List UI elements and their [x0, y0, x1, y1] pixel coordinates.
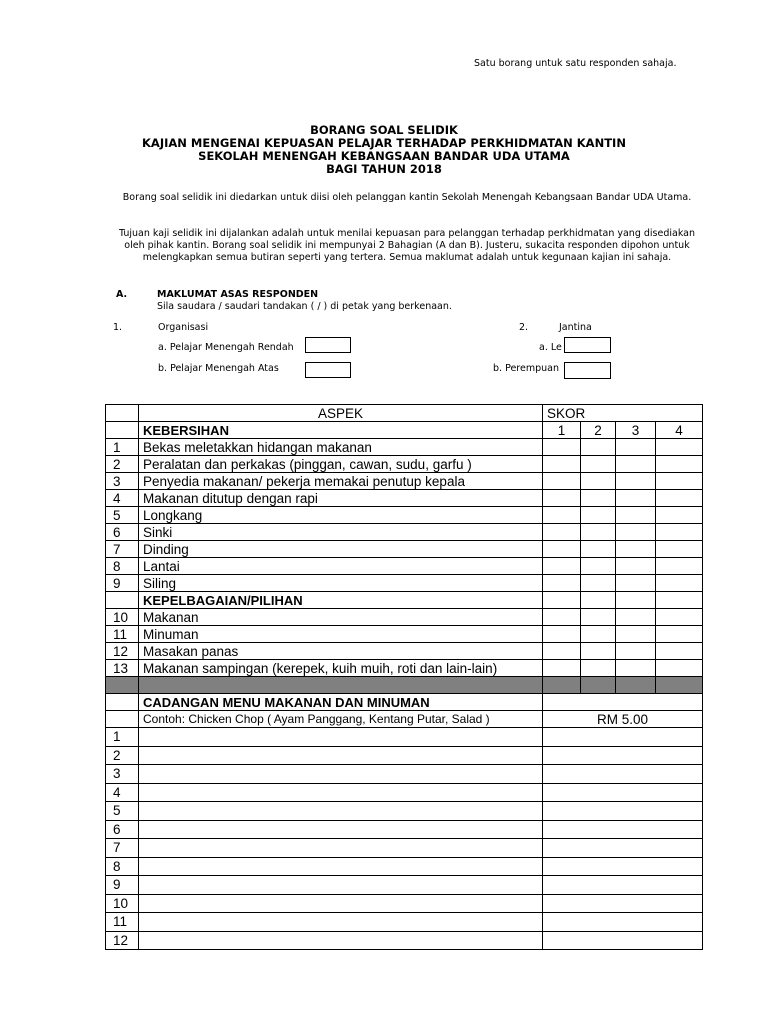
table-row	[106, 422, 703, 439]
row-number: 3	[106, 473, 139, 490]
kebersihan-4-score-2-cell[interactable]	[581, 490, 616, 507]
row-aspect: Longkang	[139, 507, 543, 524]
table-row	[106, 857, 703, 876]
table-row	[106, 507, 703, 524]
row-number: 5	[106, 507, 139, 524]
kebersihan-2-score-1-cell[interactable]	[543, 456, 581, 473]
kebersihan-4-score-3-cell[interactable]	[616, 490, 656, 507]
table-row	[106, 592, 703, 609]
row-number: 11	[106, 626, 139, 643]
table-row	[106, 783, 703, 802]
table-row	[106, 405, 703, 422]
section-no-cell	[106, 592, 139, 609]
kebersihan-6-score-3-cell[interactable]	[616, 524, 656, 541]
kepelbagaian-10-score-3-cell[interactable]	[616, 609, 656, 626]
q2-option-b-checkbox[interactable]	[564, 362, 611, 379]
q2-label: Jantina	[559, 322, 592, 333]
suggestion-price-input[interactable]	[543, 820, 703, 839]
kebersihan-9-score-4-cell[interactable]	[656, 575, 703, 592]
table-row	[106, 728, 703, 747]
row-aspect: Lantai	[139, 558, 543, 575]
suggestion-menu-input[interactable]	[139, 802, 543, 821]
table-row	[106, 643, 703, 660]
row-number: 9	[106, 575, 139, 592]
table-row	[106, 820, 703, 839]
suggestion-price-input[interactable]	[543, 783, 703, 802]
kebersihan-1-score-1-cell[interactable]	[543, 439, 581, 456]
suggestion-price-input[interactable]	[543, 894, 703, 913]
kepelbagaian-12-score-1-cell[interactable]	[543, 643, 581, 660]
kebersihan-3-score-3-cell[interactable]	[616, 473, 656, 490]
table-row	[106, 558, 703, 575]
row-number: 4	[106, 490, 139, 507]
row-aspect: Makanan ditutup dengan rapi	[139, 490, 543, 507]
suggestion-menu-input[interactable]	[139, 839, 543, 858]
kebersihan-8-score-4-cell[interactable]	[656, 558, 703, 575]
kebersihan-7-score-4-cell[interactable]	[656, 541, 703, 558]
section-no-cell	[106, 694, 139, 711]
suggestion-menu-input[interactable]	[139, 931, 543, 950]
row-number: 10	[106, 609, 139, 626]
suggestion-title: CADANGAN MENU MAKANAN DAN MINUMAN	[139, 694, 543, 711]
kepelbagaian-13-score-3-cell[interactable]	[616, 660, 656, 677]
separator-cell	[543, 677, 581, 694]
table-row	[106, 473, 703, 490]
suggestion-number: 3	[106, 765, 139, 784]
skor-header: SKOR	[543, 405, 703, 422]
example-price: RM 5.00	[543, 711, 703, 728]
kebersihan-3-score-4-cell[interactable]	[656, 473, 703, 490]
kebersihan-9-score-2-cell[interactable]	[581, 575, 616, 592]
row-aspect: Penyedia makanan/ pekerja memakai penutup kepala	[139, 473, 543, 490]
table-row	[106, 802, 703, 821]
row-aspect: Peralatan dan perkakas (pinggan, cawan, sudu, garfu )	[139, 456, 543, 473]
kebersihan-9-score-3-cell[interactable]	[616, 575, 656, 592]
kebersihan-3-score-2-cell[interactable]	[581, 473, 616, 490]
suggestion-price-input[interactable]	[543, 876, 703, 895]
kepelbagaian-11-score-2-cell[interactable]	[581, 626, 616, 643]
kepelbagaian-12-score-4-cell[interactable]	[656, 643, 703, 660]
table-row	[106, 609, 703, 626]
table-row	[106, 490, 703, 507]
kebersihan-1-score-4-cell[interactable]	[656, 439, 703, 456]
survey-table	[105, 404, 703, 950]
suggestion-menu-input[interactable]	[139, 820, 543, 839]
table-row	[106, 876, 703, 895]
suggestion-price-input[interactable]	[543, 746, 703, 765]
separator-cell	[656, 677, 703, 694]
q2-option-a-label: a. Le	[539, 342, 562, 353]
suggestion-price-input[interactable]	[543, 857, 703, 876]
row-aspect: Makanan	[139, 609, 543, 626]
kebersihan-7-score-1-cell[interactable]	[543, 541, 581, 558]
section-kebersihan-title: KEBERSIHAN	[139, 422, 543, 439]
score-header-2: 2	[581, 422, 616, 439]
table-row	[106, 746, 703, 765]
kepelbagaian-11-score-1-cell[interactable]	[543, 626, 581, 643]
purpose-paragraph: Tujuan kaji selidik ini dijalankan adalah untuk menilai kepuasan para pelanggan terhadap perkhidmatan yang disediakan oleh pihak kantin. Borang soal selidik ini mempunyai 2 Bahagian (A dan B). Justeru, sukacita responden dipohon untuk melengkapkan semua butiran seperti yang tertera. Semua maklumat adalah untuk kegunaan kajian ini sahaja.	[118, 228, 696, 263]
q2-option-a-checkbox[interactable]	[564, 337, 611, 353]
row-aspect: Dinding	[139, 541, 543, 558]
row-number: 8	[106, 558, 139, 575]
suggestion-price-input[interactable]	[543, 931, 703, 950]
table-row	[106, 439, 703, 456]
kepelbagaian-13-score-4-cell[interactable]	[656, 660, 703, 677]
kepelbagaian-11-score-4-cell[interactable]	[656, 626, 703, 643]
separator-cell	[616, 677, 656, 694]
table-row	[106, 839, 703, 858]
kebersihan-1-score-3-cell[interactable]	[616, 439, 656, 456]
section-kepelbagaian-title: KEPELBAGAIAN/PILIHAN	[139, 592, 543, 609]
suggestion-number: 7	[106, 839, 139, 858]
suggestion-price-input[interactable]	[543, 839, 703, 858]
title-line: BAGI TAHUN 2018	[326, 162, 442, 176]
kepelbagaian-13-score-2-cell[interactable]	[581, 660, 616, 677]
kepelbagaian-10-score-1-cell[interactable]	[543, 609, 581, 626]
suggestion-menu-input[interactable]	[139, 746, 543, 765]
row-number: 13	[106, 660, 139, 677]
row-aspect: Masakan panas	[139, 643, 543, 660]
section-a-letter: A.	[116, 289, 128, 300]
table-row	[106, 711, 703, 728]
kebersihan-2-score-2-cell[interactable]	[581, 456, 616, 473]
q2-number: 2.	[519, 322, 529, 333]
suggestion-price-input[interactable]	[543, 728, 703, 747]
separator-cell	[106, 677, 139, 694]
section-no-cell	[106, 422, 139, 439]
suggestion-number: 9	[106, 876, 139, 895]
suggestion-number: 2	[106, 746, 139, 765]
row-aspect: Sinki	[139, 524, 543, 541]
suggestion-number: 8	[106, 857, 139, 876]
q1-option-a-checkbox[interactable]	[305, 337, 351, 353]
suggestion-number: 10	[106, 894, 139, 913]
separator-cell	[139, 677, 543, 694]
suggestion-menu-input[interactable]	[139, 894, 543, 913]
suggestion-number: 1	[106, 728, 139, 747]
row-number: 12	[106, 643, 139, 660]
kebersihan-7-score-2-cell[interactable]	[581, 541, 616, 558]
suggestion-number: 6	[106, 820, 139, 839]
kepelbagaian-11-score-3-cell[interactable]	[616, 626, 656, 643]
q1-option-b-checkbox[interactable]	[305, 362, 351, 378]
suggestion-number: 4	[106, 783, 139, 802]
kebersihan-5-score-3-cell[interactable]	[616, 507, 656, 524]
row-aspect: Siling	[139, 575, 543, 592]
kebersihan-7-score-3-cell[interactable]	[616, 541, 656, 558]
score-empty-cell	[656, 592, 703, 609]
suggestion-number: 12	[106, 931, 139, 950]
row-number: 7	[106, 541, 139, 558]
table-row	[106, 626, 703, 643]
header-no-cell	[106, 405, 139, 422]
kebersihan-1-score-2-cell[interactable]	[581, 439, 616, 456]
table-row	[106, 894, 703, 913]
table-row	[106, 677, 703, 694]
row-number: 1	[106, 439, 139, 456]
kebersihan-4-score-1-cell[interactable]	[543, 490, 581, 507]
suggestion-number: 5	[106, 802, 139, 821]
score-empty-cell	[543, 592, 581, 609]
kebersihan-8-score-1-cell[interactable]	[543, 558, 581, 575]
score-empty-cell	[616, 592, 656, 609]
suggestion-menu-input[interactable]	[139, 876, 543, 895]
title-line: KAJIAN MENGENAI KEPUASAN PELAJAR TERHADAP PERKHIDMATAN KANTIN	[142, 136, 626, 150]
q1-option-b-label: b. Pelajar Menengah Atas	[158, 363, 279, 374]
kebersihan-6-score-2-cell[interactable]	[581, 524, 616, 541]
section-no-cell	[106, 711, 139, 728]
score-header-3: 3	[616, 422, 656, 439]
separator-cell	[581, 677, 616, 694]
q1-number: 1.	[113, 322, 123, 333]
section-a-title: MAKLUMAT ASAS RESPONDEN	[157, 289, 319, 300]
section-a-instruction: Sila saudara / saudari tandakan ( / ) di petak yang berkenaan.	[157, 301, 452, 312]
suggestion-menu-input[interactable]	[139, 728, 543, 747]
suggestion-price-input[interactable]	[543, 913, 703, 932]
kebersihan-5-score-2-cell[interactable]	[581, 507, 616, 524]
kebersihan-9-score-1-cell[interactable]	[543, 575, 581, 592]
score-header-1: 1	[543, 422, 581, 439]
title-line: SEKOLAH MENENGAH KEBANGSAAN BANDAR UDA UTAMA	[198, 149, 570, 163]
kebersihan-4-score-4-cell[interactable]	[656, 490, 703, 507]
header-note: Satu borang untuk satu responden sahaja.	[474, 58, 677, 69]
kepelbagaian-12-score-2-cell[interactable]	[581, 643, 616, 660]
score-empty-cell	[581, 592, 616, 609]
row-aspect: Minuman	[139, 626, 543, 643]
row-aspect: Makanan sampingan (kerepek, kuih muih, roti dan lain-lain)	[139, 660, 543, 677]
table-row	[106, 913, 703, 932]
kepelbagaian-13-score-1-cell[interactable]	[543, 660, 581, 677]
kepelbagaian-10-score-4-cell[interactable]	[656, 609, 703, 626]
table-row	[106, 541, 703, 558]
title-line: BORANG SOAL SELIDIK	[310, 123, 458, 137]
kebersihan-5-score-4-cell[interactable]	[656, 507, 703, 524]
suggestion-number: 11	[106, 913, 139, 932]
table-row	[106, 931, 703, 950]
suggestion-menu-input[interactable]	[139, 913, 543, 932]
kebersihan-8-score-3-cell[interactable]	[616, 558, 656, 575]
kebersihan-6-score-4-cell[interactable]	[656, 524, 703, 541]
table-row	[106, 456, 703, 473]
table-row	[106, 575, 703, 592]
kebersihan-8-score-2-cell[interactable]	[581, 558, 616, 575]
kebersihan-2-score-3-cell[interactable]	[616, 456, 656, 473]
example-menu-text: Contoh: Chicken Chop ( Ayam Panggang, Kentang Putar, Salad )	[139, 711, 543, 728]
row-number: 2	[106, 456, 139, 473]
suggestion-price-header	[543, 694, 703, 711]
kepelbagaian-10-score-2-cell[interactable]	[581, 609, 616, 626]
kebersihan-5-score-1-cell[interactable]	[543, 507, 581, 524]
suggestion-price-input[interactable]	[543, 765, 703, 784]
score-header-4: 4	[656, 422, 703, 439]
q2-option-b-label: b. Perempuan	[493, 363, 559, 374]
suggestion-menu-input[interactable]	[139, 857, 543, 876]
table-row	[106, 765, 703, 784]
row-aspect: Bekas meletakkan hidangan makanan	[139, 439, 543, 456]
table-row	[106, 660, 703, 677]
table-row	[106, 694, 703, 711]
q1-label: Organisasi	[158, 322, 209, 333]
form-title	[0, 124, 768, 176]
suggestion-price-input[interactable]	[543, 802, 703, 821]
suggestion-menu-input[interactable]	[139, 765, 543, 784]
aspek-header: ASPEK	[139, 405, 543, 422]
q1-option-a-label: a. Pelajar Menengah Rendah	[158, 342, 294, 353]
suggestion-menu-input[interactable]	[139, 783, 543, 802]
intro-paragraph: Borang soal selidik ini diedarkan untuk diisi oleh pelanggan kantin Sekolah Menengah Kebangsaan Bandar UDA Utama.	[122, 192, 692, 203]
kebersihan-6-score-1-cell[interactable]	[543, 524, 581, 541]
kebersihan-2-score-4-cell[interactable]	[656, 456, 703, 473]
row-number: 6	[106, 524, 139, 541]
kepelbagaian-12-score-3-cell[interactable]	[616, 643, 656, 660]
kebersihan-3-score-1-cell[interactable]	[543, 473, 581, 490]
table-row	[106, 524, 703, 541]
